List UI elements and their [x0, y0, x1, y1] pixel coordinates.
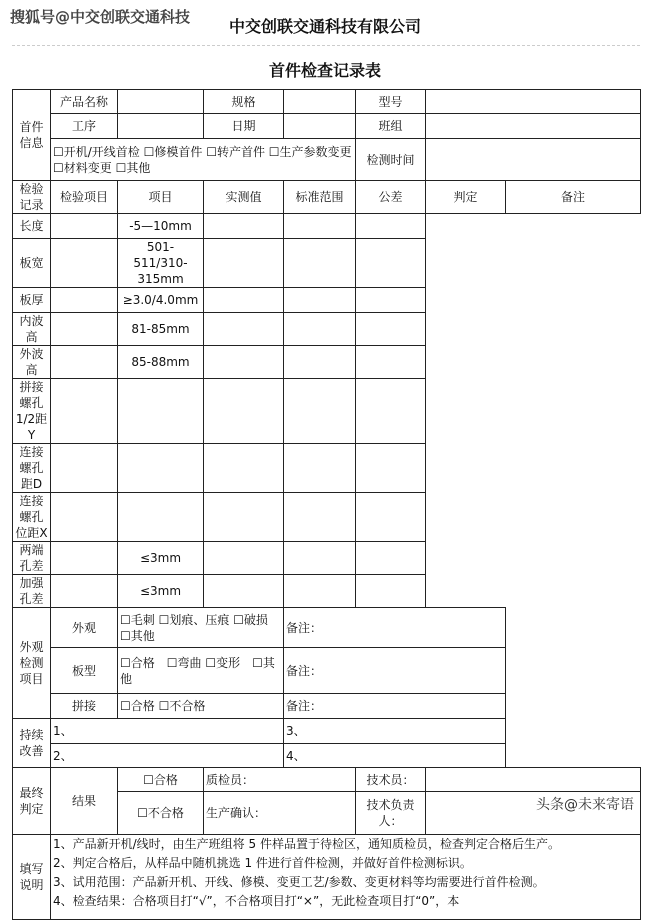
judgment-field[interactable] [284, 444, 356, 493]
standard-range [118, 493, 204, 542]
standard-range: 85-88mm [118, 346, 204, 379]
measured-value-field[interactable] [51, 444, 118, 493]
item-name: 连接螺孔距D [13, 444, 51, 493]
model-label: 型号 [356, 90, 426, 114]
team-field[interactable] [426, 114, 641, 139]
measured-value-field[interactable] [51, 239, 118, 288]
standard-range [118, 379, 204, 444]
standard-range: ≤3mm [118, 575, 204, 608]
judgment-field[interactable] [284, 313, 356, 346]
standard-range: ≤3mm [118, 542, 204, 575]
judgment-field[interactable] [284, 575, 356, 608]
tolerance-field[interactable] [204, 346, 284, 379]
judgment-field[interactable] [284, 493, 356, 542]
measured-value-field[interactable] [51, 346, 118, 379]
improve-field[interactable]: 3、 [284, 719, 506, 744]
note-line: 3、试用范围：产品新开机、开线、修模、变更工艺/参数、变更材料等均需要进行首件检测。 [53, 875, 545, 889]
note-line: 1、产品新开机/线时，由生产班组将 5 件样品置于待检区，通知质检员，检查判定合格后生产。 [53, 837, 560, 851]
process-label: 工序 [51, 114, 118, 139]
record-section: 检验记录 [13, 181, 51, 214]
remarks-field[interactable] [356, 214, 426, 239]
judgment-field[interactable] [284, 346, 356, 379]
header-item: 项目 [118, 181, 204, 214]
improve-label: 持续改善 [13, 719, 51, 768]
team-label: 班组 [356, 114, 426, 139]
note-line: 4、检查结果：合格项目打“√”，不合格项目打“×”，无此检查项目打“0”，本 [53, 894, 460, 908]
item-name: 外波高 [13, 346, 51, 379]
tech-label: 技术员： [356, 768, 426, 792]
measured-value-field[interactable] [51, 288, 118, 313]
company-name: 中交创联交通科技有限公司 [228, 17, 421, 36]
product-name-field[interactable] [118, 90, 204, 114]
tech-field[interactable] [426, 768, 641, 792]
judgment-field[interactable] [284, 542, 356, 575]
tolerance-field[interactable] [204, 214, 284, 239]
spec-field[interactable] [284, 90, 356, 114]
table-row [13, 444, 641, 493]
tolerance-field[interactable] [204, 379, 284, 444]
tolerance-field[interactable] [204, 493, 284, 542]
remarks-field[interactable] [356, 346, 426, 379]
judgment-field[interactable] [284, 239, 356, 288]
measured-value-field[interactable] [51, 493, 118, 542]
table-row [13, 214, 641, 239]
table-row [13, 575, 641, 608]
visual-options[interactable]: ☐合格 ☐不合格 [118, 694, 284, 719]
tolerance-field[interactable] [204, 313, 284, 346]
tolerance-field[interactable] [204, 542, 284, 575]
final-section: 最终判定 [13, 768, 51, 835]
standard-range [118, 444, 204, 493]
source-watermark: 头条@未来寄语 [536, 797, 634, 813]
judgment-field[interactable] [284, 214, 356, 239]
remarks-field[interactable] [356, 313, 426, 346]
divider [12, 45, 640, 46]
inspector-field[interactable]: 质检员： [204, 768, 356, 792]
visual-options[interactable]: ☐合格 ☐弯曲 ☐变形 ☐其他 [118, 648, 284, 694]
visual-options[interactable]: ☐毛刺 ☐划痕、压痕 ☐破损 ☐其他 [118, 608, 284, 648]
visual-item: 外观 [51, 608, 118, 648]
visual-note[interactable]: 备注： [284, 608, 506, 648]
test-time-field[interactable] [426, 139, 641, 181]
remarks-field[interactable] [356, 493, 426, 542]
date-field[interactable] [284, 114, 356, 139]
measured-value-field[interactable] [51, 575, 118, 608]
item-name: 长度 [13, 214, 51, 239]
measured-value-field[interactable] [51, 379, 118, 444]
header-tolerance: 公差 [356, 181, 426, 214]
improve-field[interactable]: 2、 [51, 744, 284, 768]
form-title: 首件检查记录表 [268, 61, 381, 80]
watermark: 搜狐号@中交创联交通科技 [10, 8, 191, 26]
production-confirm-field[interactable]: 生产确认： [204, 792, 356, 835]
item-name: 连接螺孔位距X [13, 493, 51, 542]
pass-checkbox[interactable]: ☐合格 [118, 768, 204, 792]
item-name: 板厚 [13, 288, 51, 313]
remarks-field[interactable] [356, 444, 426, 493]
visual-item: 板型 [51, 648, 118, 694]
measured-value-field[interactable] [51, 542, 118, 575]
judgment-field[interactable] [284, 379, 356, 444]
table-row [13, 239, 641, 288]
visual-note[interactable]: 备注： [284, 694, 506, 719]
result-label: 结果 [51, 768, 118, 835]
tolerance-field[interactable] [204, 575, 284, 608]
table-row [13, 288, 641, 313]
table-row [13, 493, 641, 542]
remarks-field[interactable] [356, 542, 426, 575]
notes-text [51, 835, 641, 920]
improve-field[interactable]: 1、 [51, 719, 284, 744]
measured-value-field[interactable] [51, 214, 118, 239]
item-name: 两端孔差 [13, 542, 51, 575]
spec-label: 规格 [204, 90, 284, 114]
standard-range: 501-511/310-315mm [118, 239, 204, 288]
header-remarks: 备注 [506, 181, 641, 214]
process-field[interactable] [118, 114, 204, 139]
inspection-type-options[interactable]: ☐开机/开线首检 ☐修模首件 ☐转产首件 ☐生产参数变更 ☐材料变更 ☐其他 [51, 139, 356, 181]
product-name-label: 产品名称 [51, 90, 118, 114]
header-standard: 标准范围 [284, 181, 356, 214]
note-line: 2、判定合格后，从样品中随机挑选 1 件进行首件检测，并做好首件检测标识。 [53, 856, 472, 870]
remarks-field[interactable] [356, 239, 426, 288]
tolerance-field[interactable] [204, 444, 284, 493]
info-section: 首件信息 [13, 90, 51, 181]
tech-lead-label: 技术负责人： [356, 792, 426, 835]
visual-item: 拼接 [51, 694, 118, 719]
item-name: 内波高 [13, 313, 51, 346]
test-time-label: 检测时间 [356, 139, 426, 181]
standard-range: -5—10mm [118, 214, 204, 239]
visual-note[interactable]: 备注： [284, 648, 506, 694]
items-label: 检验项目 [51, 181, 118, 214]
notes-section: 填写说明 [13, 835, 51, 920]
header-judgment: 判定 [426, 181, 506, 214]
item-name: 板宽 [13, 239, 51, 288]
remarks-field[interactable] [356, 575, 426, 608]
date-label: 日期 [204, 114, 284, 139]
remarks-field[interactable] [356, 379, 426, 444]
item-name: 加强孔差 [13, 575, 51, 608]
judgment-field[interactable] [284, 288, 356, 313]
remarks-field[interactable] [356, 288, 426, 313]
table-row [13, 346, 641, 379]
tolerance-field[interactable] [204, 239, 284, 288]
tolerance-field[interactable] [204, 288, 284, 313]
item-name: 拼接螺孔 1/2距Y [13, 379, 51, 444]
table-row [13, 542, 641, 575]
visual-label: 外观检测项目 [13, 608, 51, 719]
table-row [13, 379, 641, 444]
table-row [13, 313, 641, 346]
header-measured: 实测值 [204, 181, 284, 214]
fail-checkbox[interactable]: ☐不合格 [118, 792, 204, 835]
improve-field[interactable]: 4、 [284, 744, 506, 768]
standard-range: 81-85mm [118, 313, 204, 346]
standard-range: ≥3.0/4.0mm [118, 288, 204, 313]
measured-value-field[interactable] [51, 313, 118, 346]
model-field[interactable] [426, 90, 641, 114]
